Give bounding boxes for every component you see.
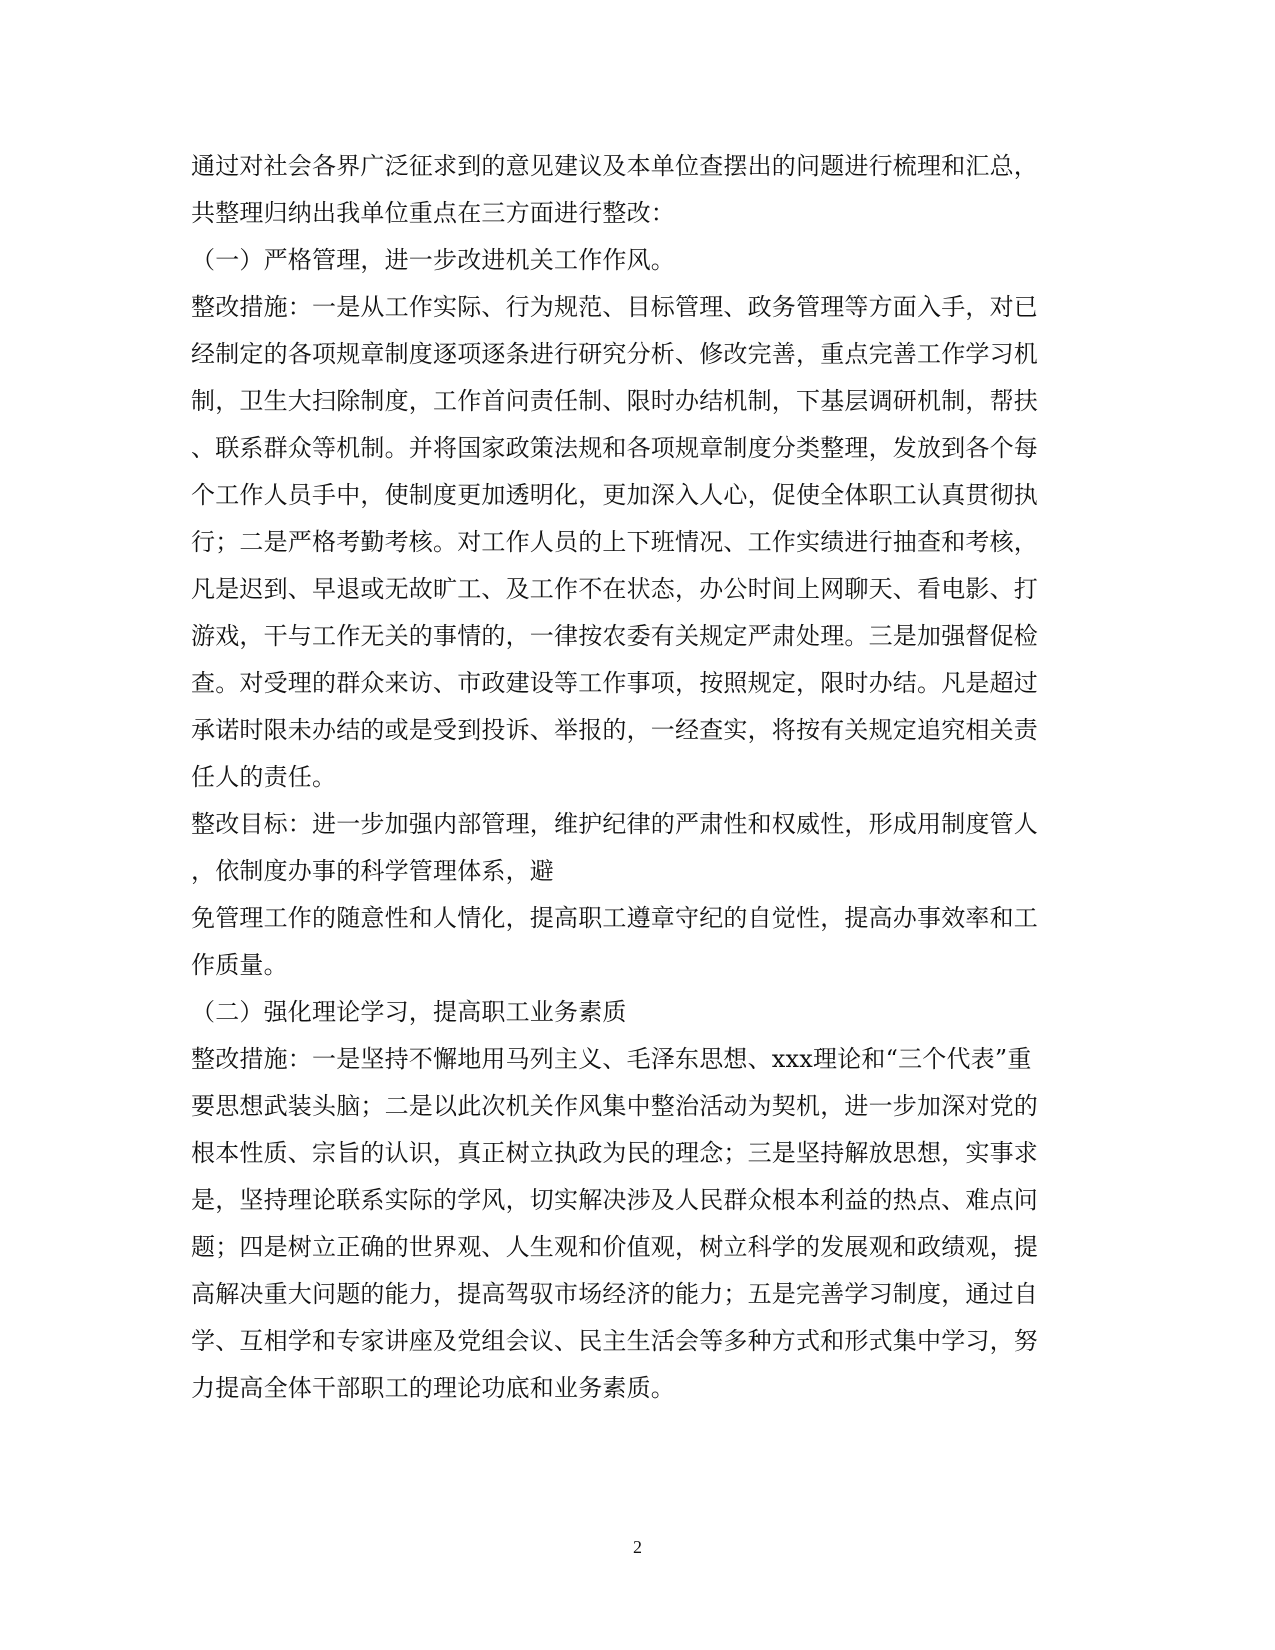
text-line: 承诺时限未办结的或是受到投诉、举报的，一经查实，将按有关规定追究相关责: [191, 716, 1038, 744]
text-line: 任人的责任。: [191, 763, 337, 791]
text-line: 力提高全体干部职工的理论功底和业务素质。: [191, 1374, 675, 1402]
text-line: 要思想武装头脑；二是以此次机关作风集中整治活动为契机，进一步加深对党的: [191, 1092, 1038, 1120]
text-line: 个工作人员手中，使制度更加透明化，更加深入人心，促使全体职工认真贯彻执: [191, 481, 1038, 509]
text-line: 题；四是树立正确的世界观、人生观和价值观，树立科学的发展观和政绩观，提: [191, 1233, 1038, 1261]
text-line: 游戏，干与工作无关的事情的，一律按农委有关规定严肃处理。三是加强督促检: [191, 622, 1038, 650]
text-line: 整改措施：一是从工作实际、行为规范、目标管理、政务管理等方面入手，对已: [191, 293, 1038, 321]
text-line: 是，坚持理论联系实际的学风，切实解决涉及人民群众根本利益的热点、难点问: [191, 1186, 1038, 1214]
text-line: 经制定的各项规章制度逐项逐条进行研究分析、修改完善，重点完善工作学习机: [191, 340, 1038, 368]
text-line: 查。对受理的群众来访、市政建设等工作事项，按照规定，限时办结。凡是超过: [191, 669, 1038, 697]
text-line: 整改目标：进一步加强内部管理，维护纪律的严肃性和权威性，形成用制度管人: [191, 810, 1038, 838]
text-line: 通过对社会各界广泛征求到的意见建议及本单位查摆出的问题进行梳理和汇总，: [191, 152, 1038, 180]
section-heading: （一）严格管理，进一步改进机关工作作风。: [191, 246, 675, 274]
text-line: 共整理归纳出我单位重点在三方面进行整改：: [191, 199, 675, 227]
text-line: 凡是迟到、早退或无故旷工、及工作不在状态，办公时间上网聊天、看电影、打: [191, 575, 1038, 603]
text-line: 根本性质、宗旨的认识，真正树立执政为民的理念；三是坚持解放思想，实事求: [191, 1139, 1038, 1167]
text-line: 、联系群众等机制。并将国家政策法规和各项规章制度分类整理，发放到各个每: [191, 434, 1038, 462]
text-line: 作质量。: [191, 951, 288, 979]
text-line: 高解决重大问题的能力，提高驾驭市场经济的能力；五是完善学习制度，通过自: [191, 1280, 1038, 1308]
text-line: 行；二是严格考勤考核。对工作人员的上下班情况、工作实绩进行抽查和考核，: [191, 528, 1038, 556]
section-heading: （二）强化理论学习，提高职工业务素质: [191, 998, 627, 1026]
text-line: 整改措施：一是坚持不懈地用马列主义、毛泽东思想、xxx理论和“三个代表”重: [191, 1045, 1032, 1073]
text-line: 免管理工作的随意性和人情化，提高职工遵章守纪的自觉性，提高办事效率和工: [191, 904, 1038, 932]
text-line: ，依制度办事的科学管理体系，避: [191, 857, 554, 885]
page-number: 2: [633, 1537, 642, 1557]
text-line: 学、互相学和专家讲座及党组会议、民主生活会等多种方式和形式集中学习，努: [191, 1327, 1038, 1355]
text-line: 制，卫生大扫除制度，工作首问责任制、限时办结机制，下基层调研机制，帮扶: [191, 387, 1038, 415]
